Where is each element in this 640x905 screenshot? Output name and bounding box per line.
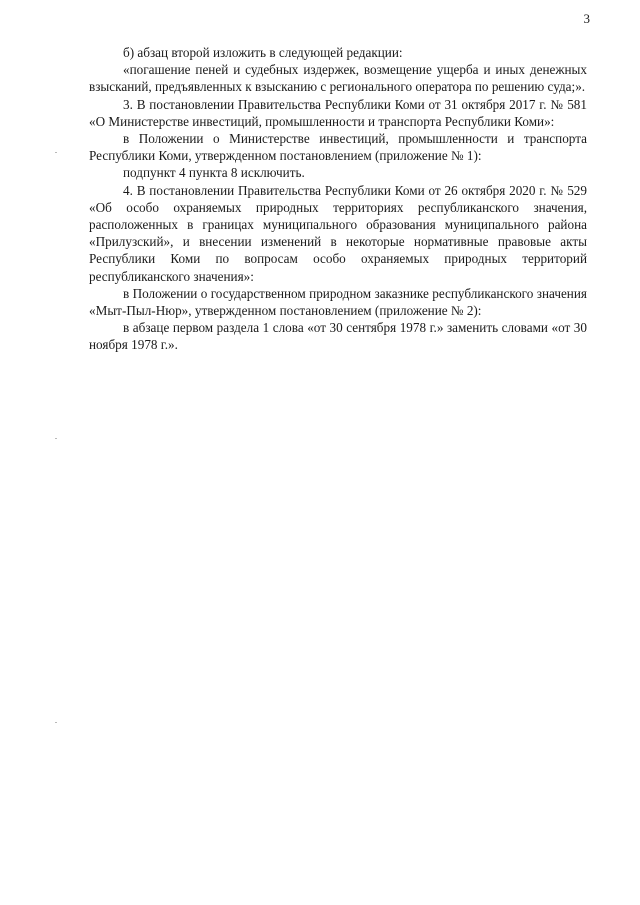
paragraph-item-3-exclude: подпункт 4 пункта 8 исключить. [123,165,305,181]
paragraph-item-4-replace: в абзаце первом раздела 1 слова «от 30 сентября 1978 г.» заменить словами «от 30 ноября 1978 г.». [89,320,587,353]
paragraph-item-3: 3. В постановлении Правительства Республики Коми от 31 октября 2017 г. № 581 «О Министерстве инвестиций, промышленности и транспорта Республики Коми»: [89,96,587,129]
scan-artifact [55,438,57,439]
paragraph-item-3-regulation: в Положении о Министерстве инвестиций, промышленности и транспорта Республики Коми, утвержденном постановлением (приложение № 1): [89,131,587,164]
paragraph-item-4-regulation: в Положении о государственном природном заказнике республиканского значения «Мыт-Пыл-Нюр», утвержденном постановлением (приложение № 2): [89,285,587,319]
document-body [89,44,587,354]
paragraph-item-4: 4. В постановлении Правительства Республики Коми от 26 октября 2020 г. № 529 «Об особо охраняемых природных территориях республиканского значения, расположенных в границах муниципального образования муниципального района «Прилузский», и внесении изменений в некоторые нормативные правовые акты Республики Коми по вопросам особо охраняемых природных территорий республиканского значения»: [89,182,587,284]
paragraph-b-quote: «погашение пеней и судебных издержек, возмещение ущерба и иных денежных взысканий, предъявленных к взысканию с регионального оператора по решению суда;». [89,62,587,95]
scan-artifact [55,152,57,153]
scan-artifact [55,722,57,723]
page-number: 3 [583,11,590,26]
paragraph-b-intro: б) абзац второй изложить в следующей редакции: [123,45,403,60]
